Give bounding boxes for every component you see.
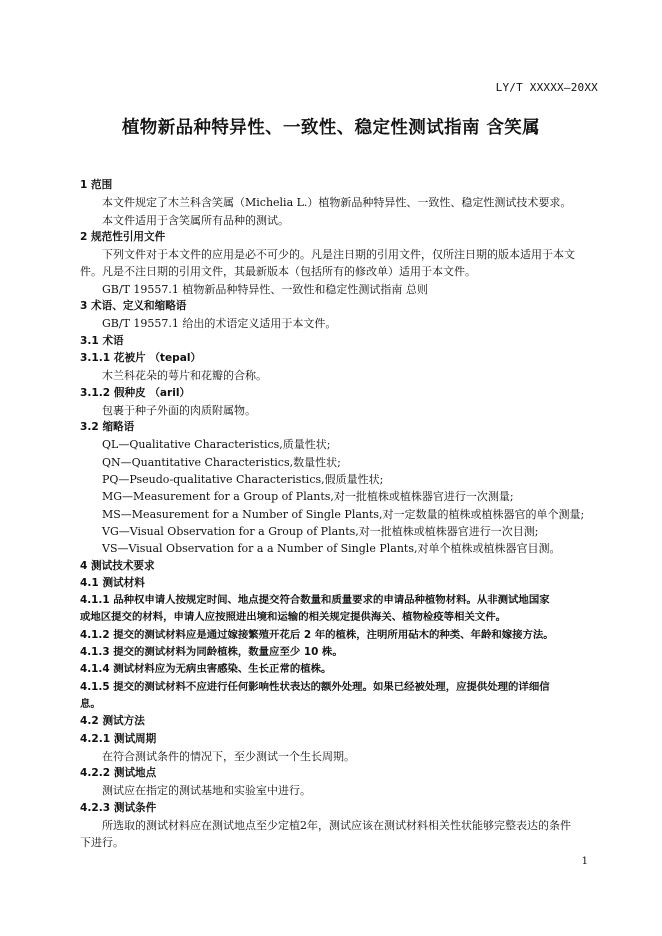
section-heading: 2 规范性引用文件 (80, 230, 166, 243)
clause-line: 或地区提交的材料，申请人应按照进出境和运输的相关规定提供海关、植物检疫等相关文件。 (80, 611, 507, 624)
abbreviation-item: QN—Quantitative Characteristics,数量性状; (102, 455, 341, 469)
paragraph: 测试应在指定的测试基地和实验室中进行。 (102, 784, 311, 798)
subsection-heading: 4.1 测试材料 (80, 576, 145, 589)
term-heading: 3.1.2 假种皮 （aril） (80, 386, 191, 399)
abbreviation-item: VG—Visual Observation for a Group of Plants,对一批植株或植株器官进行一次目测; (102, 524, 539, 538)
subsection-heading: 3.2 缩略语 (80, 421, 135, 434)
document-body (80, 177, 602, 852)
clause-line: 4.1.5 提交的测试材料不应进行任何影响性状表达的额外处理。如果已经被处理，应提供处理的详细信 (80, 680, 550, 693)
abbreviation-item: MG—Measurement for a Group of Plants,对一批植株或植株器官进行一次测量; (102, 490, 514, 504)
abbreviation-item: MS—Measurement for a Number of Single Plants,对一定数量的植株或植株器官的单个测量; (102, 507, 585, 521)
standard-number: LY/T XXXXX—20XX (495, 81, 598, 94)
abbreviation-item: QL—Qualitative Characteristics,质量性状; (102, 438, 331, 452)
paragraph-line: 件。凡是不注日期的引用文件，其最新版本（包括所有的修改单）适用于本文件。 (80, 265, 476, 279)
normative-reference: GB/T 19557.1 植物新品种特异性、一致性和稳定性测试指南 总则 (102, 282, 428, 296)
term-definition: 木兰科花朵的萼片和花瓣的合称。 (102, 369, 267, 383)
paragraph: GB/T 19557.1 给出的术语定义适用于本文件。 (102, 317, 337, 331)
paragraph: 本文件适用于含笑属所有品种的测试。 (102, 213, 289, 227)
abbreviation-item: VS—Visual Observation for a a Number of Single Plants,对单个植株或植株器官目测。 (102, 542, 561, 556)
term-definition: 包裹于种子外面的肉质附属物。 (102, 403, 256, 417)
abbreviation-item: PQ—Pseudo-qualitative Characteristics,假质量性状; (102, 473, 384, 487)
clause-line: 息。 (80, 697, 101, 710)
clause: 4.1.3 提交的测试材料为同龄植株，数量应至少 10 株。 (80, 646, 343, 659)
paragraph-line: 下列文件对于本文件的应用是必不可少的。凡是注日期的引用文件，仅所注日期的版本适用于本文 (102, 248, 575, 262)
paragraph: 本文件规定了木兰科含笑属（Michelia L.）植物新品种特异性、一致性、稳定性测试技术要求。 (102, 196, 572, 210)
clause-heading: 4.2.3 测试条件 (80, 801, 157, 814)
paragraph: 在符合测试条件的情况下，至少测试一个生长周期。 (102, 749, 355, 763)
term-heading: 3.1.1 花被片 （tepal） (80, 351, 202, 364)
clause: 4.1.4 测试材料应为无病虫害感染、生长正常的植株。 (80, 663, 332, 676)
subsection-heading: 4.2 测试方法 (80, 715, 145, 728)
paragraph-line: 下进行。 (80, 836, 124, 850)
section-heading: 4 测试技术要求 (80, 559, 155, 572)
clause-heading: 4.2.2 测试地点 (80, 767, 157, 780)
clause: 4.1.2 提交的测试材料应是通过嫁接繁殖开花后 2 年的植株，注明所用砧木的种类、年龄和嫁接方法。 (80, 628, 554, 641)
paragraph-line: 所选取的测试材料应在测试地点至少定植2年，测试应该在测试材料相关性状能够完整表达的条件 (102, 818, 571, 832)
clause-heading: 4.2.1 测试周期 (80, 732, 157, 745)
subsection-heading: 3.1 术语 (80, 334, 124, 347)
document-title: 植物新品种特异性、一致性、稳定性测试指南 含笑属 (121, 118, 541, 138)
page-number: 1 (581, 856, 588, 867)
clause-line: 4.1.1 品种权申请人按规定时间、地点提交符合数量和质量要求的申请品种植物材料。从非测试地国家 (80, 594, 550, 607)
section-heading: 3 术语、定义和缩略语 (80, 300, 187, 313)
section-heading: 1 范围 (80, 179, 113, 191)
